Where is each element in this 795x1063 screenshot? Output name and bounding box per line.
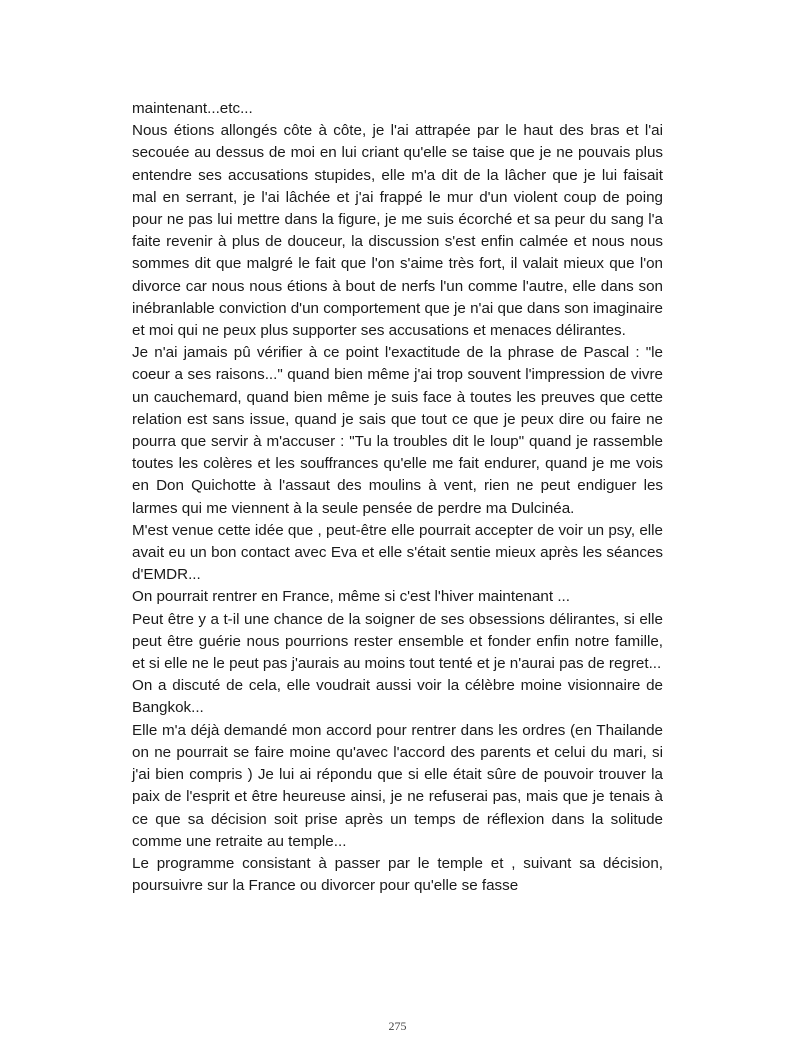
paragraph: maintenant...etc... — [132, 100, 253, 117]
paragraph: On a discuté de cela, elle voudrait aussi voir la célèbre moine visionnaire de Bangkok... — [132, 677, 663, 717]
paragraph: Le programme consistant à passer par le temple et , suivant sa décision, poursuivre sur la France ou divorcer pour qu'elle se fasse — [132, 854, 663, 895]
body-text — [132, 98, 663, 897]
paragraph: Nous étions allongés côte à côte, je l'ai attrapée par le haut des bras et l'ai secouée au dessus de moi en lui criant qu'elle se taise que je ne pouvais plus entendre ses accusations stupides, elle m'a dit de la lâcher que je lui faisait mal en serrant, je l'ai lâchée et j'ai frappé le mur d'un violent coup de poing pour ne pas lui mettre dans la figure, je me suis écorché et sa peur du sang l'a faite revenir à plus de douceur, la discussion s'est enfin calmée et nous nous sommes dit que malgré le fait que l'on s'aime très fort, il valait mieux que l'on divorce car nous nous étions à bout de nerfs l'un comme l'autre, elle dans son inébranlable conviction d'un comportement que je n'ai que dans son imaginaire et moi qui ne peux plus supporter ses accusations et menaces délirantes. — [132, 122, 663, 340]
page-number: 275 — [388, 1019, 407, 1033]
paragraph: M'est venue cette idée que , peut-être elle pourrait accepter de voir un psy, elle avait eu un bon contact avec Eva et elle s'était sentie mieux après les séances d'EMDR... — [132, 521, 663, 584]
paragraph: Peut être y a t-il une chance de la soigner de ses obsessions délirantes, si elle peut être guérie nous pourrions rester ensemble et fonder enfin notre famille, et si elle ne le peut pas j'aurais au moins tout tenté et je n'aurai pas de regret... — [132, 610, 663, 673]
paragraph: Elle m'a déjà demandé mon accord pour rentrer dans les ordres (en Thailande on ne pourrait se faire moine qu'avec l'accord des parents et celui du mari, si j'ai bien compris ) Je lui ai répondu que si elle était sûre de pouvoir trouver la paix de l'esprit et être heureuse ainsi, je ne refuserai pas, mais que je tenais à ce que sa décision soit prise après un temps de réflexion dans la solitude comme une retraite au temple... — [132, 721, 663, 850]
paragraph: On pourrait rentrer en France, même si c'est l'hiver maintenant ... — [132, 588, 570, 606]
paragraph: Je n'ai jamais pû vérifier à ce point l'exactitude de la phrase de Pascal : "le coeur a ses raisons..." quand bien même j'ai trop souvent l'impression de vivre un cauchemard, quand bien même je suis face à toutes les preuves que cette relation est sans issue, quand je sais que tout ce que je peux dire ou faire ne pourra que servir à m'accuser : "Tu la troubles dit le loup" quand je rassemble toutes les colères et les souffrances qu'elle me fait endurer, quand je me vois en Don Quichotte à l'assaut des moulins à vent, rien ne peut endiguer les larmes qui me viennent à la seule pensée de perdre ma Dulcinéa. — [132, 344, 663, 517]
